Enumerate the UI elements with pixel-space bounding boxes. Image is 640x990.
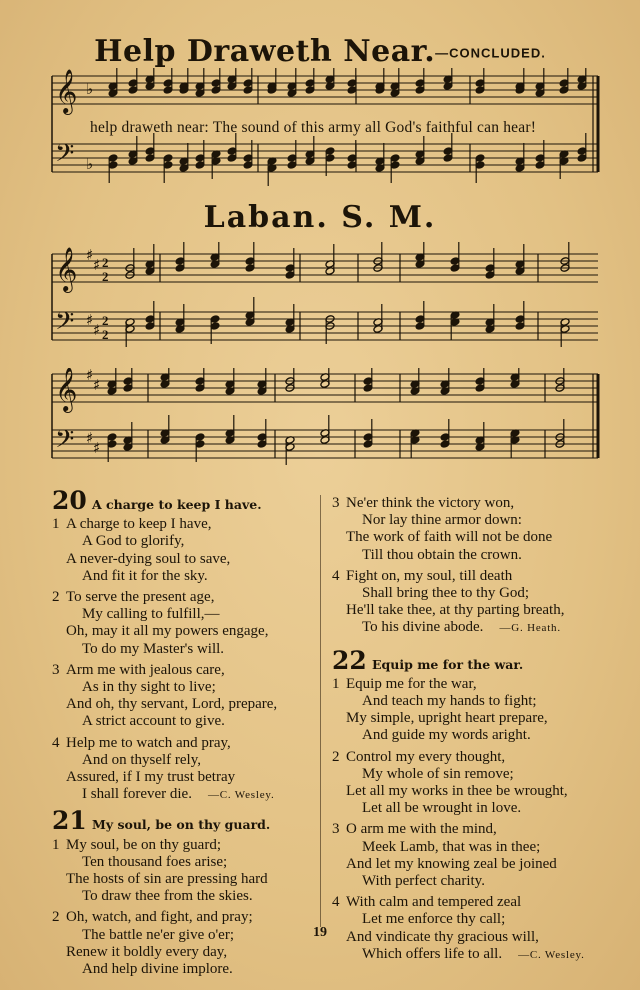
verse-line [52,662,320,679]
page-number: 19 [313,925,327,940]
hymn-title: Equip me for the war. [372,656,524,672]
verse-number: 3 [52,661,60,678]
verse-line [52,888,320,905]
verse-text: Renew it boldly every day, [66,943,228,960]
verse-line [332,512,632,529]
verse-text: And let my knowing zeal be joined [346,855,557,872]
verse-line [332,766,632,783]
verse-number: 1 [52,516,60,533]
verse-line [52,854,320,871]
verse-number: 2 [332,748,340,765]
verse-line [52,568,320,585]
verse-text: Meek Lamb, that was in thee; [362,838,541,855]
verse-line [52,944,320,961]
verse-line [52,589,320,606]
music-system-2 [0,242,640,352]
verse-text: And vindicate thy gracious will, [346,928,539,945]
verse-text: The hosts of sin are pressing hard [66,871,268,888]
verse-text: Shall bring thee to thy God; [362,585,530,602]
verse-text: A strict account to give. [82,713,225,730]
verse-text: With perfect charity. [362,873,485,890]
hymn-header [52,486,320,515]
verse-line [52,696,320,713]
verse-text: Control my every thought, [346,748,506,765]
verse-text: Equip me for the war, [346,675,477,692]
verse-line [332,495,632,512]
tune-title-laban: Laban. S. M. [203,200,437,235]
verse-line [332,676,632,693]
verse-line [52,623,320,640]
tune-title-text: Help Draweth Near. [94,34,436,69]
hymn-author: —G. Heath. [499,622,561,635]
verse-text: Oh, watch, and fight, and pray; [66,909,253,926]
hymn-title: A charge to keep I have. [92,497,262,512]
verse-line [52,533,320,550]
verse-line [52,606,320,623]
key-signature-icon: ♯ [86,368,94,384]
verse-line [332,568,632,585]
music-system-3 [0,368,640,478]
verse-line [52,679,320,696]
verse-number: 3 [332,495,340,511]
verse-line [52,516,320,533]
key-signature-icon: ♯ [86,311,94,329]
hymn-author: —C. Wesley. [518,948,585,961]
key-signature-icon: ♭ [86,155,94,173]
key-signature-icon: ♯ [86,246,94,264]
verse-text: Let all my works in thee be wrought, [346,783,568,800]
verse-text: I shall forever die. [82,786,192,803]
hymn-title: My soul, be on thy guard. [92,817,271,833]
verse-text: And teach my hands to fight; [362,693,537,710]
verse-line [332,839,632,856]
verse-line [332,821,632,838]
verse-text: Help me to watch and pray, [66,734,231,751]
verse-number: 1 [52,836,60,853]
key-signature-icon: ♯ [93,376,101,394]
verse-line [332,710,632,727]
hymn-number: 22 [332,645,367,675]
verse-text: And fit it for the sky. [82,567,208,584]
verse-line [52,551,320,568]
hymn-number: 21 [52,806,87,836]
verse-number: 1 [332,675,340,692]
bass-clef-icon: 𝄢 [55,139,75,174]
time-signature-icon: 2 [102,313,109,328]
verse-number: 3 [332,821,340,838]
verse-text: The battle ne'er give o'er; [82,926,234,943]
verse-text: Ne'er think the victory won, [346,495,515,511]
verse-line [52,871,320,888]
verse-line [332,946,632,964]
verse-text: Till thou obtain the crown. [362,546,522,563]
hymn-number: 20 [52,486,87,515]
hymn-column-left [52,486,320,982]
hymn-spacer [332,642,632,652]
column-divider [320,495,321,927]
verse-line [332,619,632,637]
verse-text: The work of faith will not be done [346,529,553,546]
verse-number: 4 [332,894,340,911]
verse-text: A charge to keep I have, [66,516,212,533]
hymn-header [52,806,320,836]
time-signature-icon: 2 [102,327,109,342]
verse-text: My whole of sin remove; [362,765,514,782]
verse-text: Assured, if I my trust betray [66,769,236,786]
verse-line [332,856,632,873]
verse-line [332,547,632,564]
key-signature-icon: ♭ [86,80,94,98]
verse-text: My soul, be on thy guard; [66,836,221,853]
verse-line [52,837,320,854]
verse-line [332,749,632,766]
verse-text: And oh, thy servant, Lord, prepare, [66,696,278,713]
verse-text: To do my Master's will. [82,640,225,657]
verse-text: Fight on, my soul, till death [346,567,513,584]
verse-text: To serve the present age, [66,589,215,606]
verse-text: He'll take thee, at thy parting breath, [346,602,565,619]
verse-line [332,873,632,890]
verse-line [332,529,632,546]
verse-line [332,693,632,710]
verse-text: Let all be wrought in love. [362,800,522,817]
verse-text: To his divine abode. [362,619,484,636]
verse-text: And on thyself rely, [82,751,202,768]
tune-title-help-draweth-near [0,34,640,69]
verse-text: With calm and tempered zeal [346,894,522,911]
verse-text: A never-dying soul to save, [66,550,231,567]
verse-spacer [52,978,320,982]
verse-line [332,800,632,817]
verse-text: O arm me with the mind, [346,821,497,838]
time-signature-icon: 2 [102,269,109,284]
key-signature-icon: ♯ [86,429,94,447]
treble-clef-icon: 𝄞 [55,69,78,113]
hymn-column-right [332,495,632,968]
verse-text: Let me enforce thy call; [362,911,506,928]
verse-text: As in thy sight to live; [82,679,216,696]
bass-clef-icon: 𝄢 [55,425,75,460]
hymn-header [332,645,632,675]
verse-text: And guide my words aright. [362,727,531,744]
verse-number: 2 [52,589,60,606]
time-signature-icon: 2 [102,255,109,270]
verse-line [332,783,632,800]
verse-text: A God to glorify, [82,533,185,550]
bass-clef-icon: 𝄢 [55,307,75,342]
verse-text: Arm me with jealous care, [66,661,225,678]
verse-line [52,752,320,769]
verse-number: 2 [52,909,60,926]
key-signature-icon: ♯ [93,256,101,274]
tune-title-suffix: —CONCLUDED. [435,45,546,61]
verse-line [332,602,632,619]
hymn-author: —C. Wesley. [207,789,275,802]
verse-text: To draw thee from the skies. [82,888,253,905]
verse-spacer [332,964,632,968]
verse-line [52,786,320,804]
treble-clef-icon: 𝄞 [55,368,78,411]
verse-line [52,735,320,752]
verse-line [52,641,320,658]
verse-text: And help divine implore. [82,961,233,978]
treble-clef-icon: 𝄞 [55,247,78,291]
verse-text: Which offers life to all. [362,945,503,962]
key-signature-icon: ♯ [93,439,101,457]
key-signature-icon: ♯ [93,321,101,339]
verse-text: My calling to fulfill,— [82,606,220,623]
verse-line [52,713,320,730]
verse-text: Ten thousand foes arise; [82,853,228,870]
verse-line [332,585,632,602]
verse-line [332,727,632,744]
verse-number: 4 [52,734,60,751]
verse-text: My simple, upright heart prepare, [346,710,548,727]
verse-text: Oh, may it all my powers engage, [66,623,269,640]
verse-number: 4 [332,567,340,584]
verse-line [52,769,320,786]
tune-lyric-line: help draweth near: The sound of this army all God's faithful can hear! [90,119,537,136]
verse-line [52,961,320,978]
verse-line [332,894,632,911]
verse-text: Nor lay thine armor down: [362,512,522,529]
